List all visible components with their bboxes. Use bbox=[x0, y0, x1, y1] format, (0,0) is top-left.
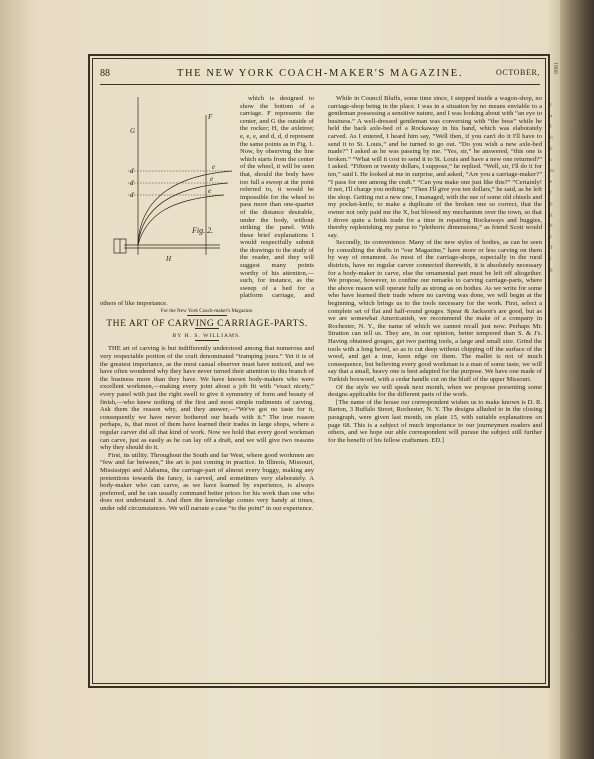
facing-page-letter: f bbox=[550, 125, 552, 130]
facing-page-letter: g bbox=[550, 213, 553, 218]
facing-page-letter: c bbox=[550, 235, 553, 240]
issue-month: OCTOBER, bbox=[496, 68, 540, 77]
facing-page-letter: s bbox=[550, 158, 552, 163]
figure-caption: Fig. 2. bbox=[192, 226, 214, 235]
facing-page-letter: h bbox=[550, 224, 553, 229]
label-e-1: e bbox=[212, 163, 216, 171]
paragraph: Of the style we will speak next month, when we propose presenting some designs applicable for the different parts of the work. bbox=[328, 383, 542, 399]
facing-page-number: 1866 bbox=[552, 62, 558, 74]
sweep-curve-outer bbox=[138, 171, 232, 245]
paragraph: THE art of carving is but indifferently understood among that numerous and very respectable portion of the craft denominated “tramping jours.” Yet it is of the greatest importance, as the most casual observer must have noticed, and we have often wondered why they have never turned their attention to this branch of the business more than they have. We have known body-makers who were excellent workmen,—making every joint about a job fit with “exact nicety,” every panel with just the right swell to give it symmetry of form and beauty of finish,—who knew nothing of the first and most simple rudiments of carving. Ask them the reason why, and they answer,—“We've got no taste for it, consequently we have never bothered our heads with it.” The true reason perhaps, is, that most of them have learned their trades in large shops, where a regular carver did all that kind of work. Now we hold that every good workman can carve, just as easily as he can lay off a draft, and we will give two reasons why they should do it. bbox=[100, 345, 314, 452]
facing-page-letter: h bbox=[550, 147, 553, 152]
label-e-3: e bbox=[208, 187, 212, 195]
facing-page-letter: g bbox=[550, 268, 553, 273]
sweep-curve-middle bbox=[138, 183, 228, 245]
label-H: H bbox=[166, 255, 172, 263]
sweep-curve-inner bbox=[138, 195, 224, 245]
paragraph: While in Council Bluffs, some time since, I stepped inside a wagon-shop, no carriage-shop being in the place. I was in a situation by no means enviable to a gentleman possessing a sensitive nature, and I was looking about with “an eye to business.” A well-dressed gentleman was conversing with “the boss” while he held the back axle-bed of a Rockaway in his hand, which was elaborately carved. As I entered, I heard him say, “Well then, if you can't do it I'll have to send it to St. Louis,” and he turned to go out. “Do you wish a new axle-bed made?” I asked as he was passing by me. “Yes, sir,” he answered, “this one is broken.” “What will it cost to send it to St. Louis and have a new one returned?” I asked. “Fifteen or twenty dollars, I suppose,” he replied. “Well, sir, I'll do it for ten,” said I. He looked at me in surprise, and asked, “Are you a carriage-maker?” “I pass for one among the craft.” “Can you make one just like this?” “Certainly! if not, I'll charge you nothing.” “Then I'll give you ten dollars,” he said, as he left the shop. Getting out a new one, I managed, with the use of some old chisels and my pocket-knife, to make a duplicate of the broken one so correct, that the owner not only paid me the X, but blowed my mechanism over the town, so that I drove quite a brisk trade for a time in repairing Rockaways and buggies, thereby replenishing my purse to “plethoric dimensions,” as friend Scott would say. bbox=[328, 95, 542, 239]
facing-page-letter: c bbox=[550, 103, 553, 108]
magazine-title: THE NEW YORK COACH-MAKER'S MAGAZINE. bbox=[176, 68, 464, 79]
running-header bbox=[100, 68, 540, 82]
byline-rule bbox=[195, 340, 219, 341]
facing-page-letter: e bbox=[550, 180, 553, 185]
paragraph: Secondly, its convenience. Many of the new styles of bodies, as can be seen by consulting the drafts in “our Magazine,” have more or less carving on them by way of ornament. As most of the carriage-shops, especially in the rural districts, have no regular carver connected therewith, it is absolutely necessary for a body-maker to carve, else the ornamental part must be left off altogether. We propose, however, to confine our remarks to carving carriage-parts, where the above reason will operate fully as strong as on bodies. As we write for some who have learned their trade where no carving was done, we will begin at the beginning, which brings us to the tools necessary for the work. First, select a complete set of flat and half-round gouges. Spear & Jackson's are good, but as we are somewhat Americanish, we recommend the make of a company in Rochester, N. Y., the name of which we cannot recall just now. Perhaps Mr. Stratton can tell us. They are, in our opinion, better tempered than S. & J's. Having obtained gouges, get two parting tools, a large and small size. Grind the tools with a long bevel, so as to cut deep without chipping off the surface of the wood, and get a true, keen edge on them. The mallet is not of much consequence, but believing every good workman is a man of some taste, we will say that a small, heavy one is best adapted for the purpose. We have one made of Turkish boxwood, with a cedar handle cut on the bluff of the upper Missouri. bbox=[328, 239, 542, 383]
label-d-2: d bbox=[130, 179, 134, 187]
facing-page-letter: m bbox=[550, 169, 554, 174]
article-byline: BY H. S. WILLIAMS. bbox=[172, 332, 242, 339]
left-column bbox=[100, 95, 314, 512]
paragraph: [The name of the house our correspondent wishes us to make known is D. R. Barton, 3 Buffalo Street, Rochester, N. Y. The designs alluded to in the closing paragraph, were given last month, on plate 15, with suitable explanations on page 68. This is a subject of much importance to our journeymen readers and others, and we hope our able correspondent will pursue the subject still further for the benefit of his fellow craftsmen. ED.] bbox=[328, 398, 542, 444]
article-notice: For the New York Coach-maker's Magazine. bbox=[160, 307, 254, 314]
right-column bbox=[328, 95, 542, 444]
facing-page-letters bbox=[550, 100, 558, 276]
notice-rule bbox=[187, 315, 227, 316]
figure-explanation: which is designed to show the bottom of a carriage. F represents the center, and G the outside of the rocker; H, the axletree; e, e, e, and d, d, d represent the same points as in Fig. 1. Now, by observing the line which starts from the center of the wheel, it will be seen that, should the body have too full a sweep at the point referred to, it would be impossible for the wheel to pass more than one-quarter of the distance desirable, under the body, without striking the panel. With these brief explanations I would respectfully submit the drawings to the study of the reader, and they will suggest many points worthy of his attention,—such, for instance, as the sweep of a bed for a platform carriage, and others of like importance. bbox=[100, 95, 314, 308]
facing-page-letter: T bbox=[550, 246, 554, 251]
page-number: 88 bbox=[100, 68, 110, 79]
facing-page-letter: a bbox=[550, 114, 553, 119]
label-F: F bbox=[208, 113, 213, 121]
label-e-2: e bbox=[210, 175, 214, 183]
article-title: THE ART OF CARVING CARRIAGE-PARTS. bbox=[106, 318, 308, 330]
label-d-1: d bbox=[130, 167, 134, 175]
facing-page-letter: f bbox=[550, 191, 552, 196]
book-spine bbox=[560, 0, 594, 759]
facing-page-letter: li bbox=[550, 136, 553, 141]
carriage-bottom-diagram bbox=[100, 95, 234, 293]
figure-2 bbox=[100, 95, 234, 293]
label-d-3: d bbox=[130, 191, 134, 199]
facing-page-letter: p bbox=[550, 202, 553, 207]
facing-page-letter: t bbox=[550, 257, 552, 262]
header-rule bbox=[100, 84, 540, 85]
paragraph: First, its utility. Throughout the South and far West, where good workmen are “few and far between,” the art is just coming in practice. In Illinois, Missouri, Mississippi and Alabama, the carriage-part of almost every buggy, making any pretentions towards the fancy, is carved, and sometimes very elaborately. A body-maker who can carve, as we have learned by experience, is always preferred, and he can usually command better prices for his work than one who does not understand it. And then the knowledge comes very handy at times, under odd circumstances. We will narrate a case “to the point” in our experience. bbox=[100, 451, 314, 512]
label-G: G bbox=[130, 127, 136, 135]
